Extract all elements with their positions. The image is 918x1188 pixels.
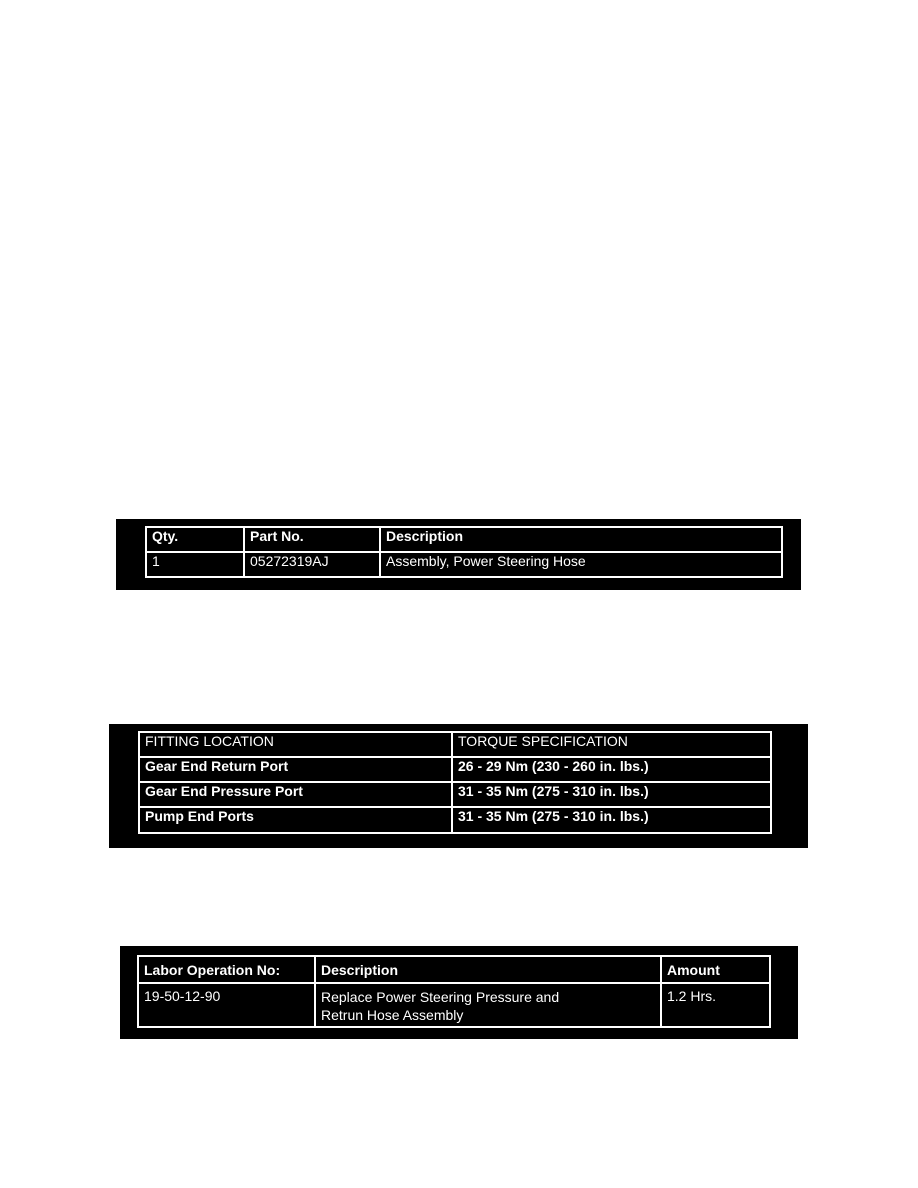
cell-torque: 31 - 35 Nm (275 - 310 in. lbs.) <box>452 807 771 833</box>
description-line-2: Retrun Hose Assembly <box>321 1007 464 1023</box>
cell-torque: 26 - 29 Nm (230 - 260 in. lbs.) <box>452 757 771 782</box>
cell-location: Pump End Ports <box>139 807 452 833</box>
table-header-row <box>146 527 782 552</box>
cell-amount: 1.2 Hrs. <box>661 983 770 1027</box>
header-description: Description <box>315 956 661 983</box>
cell-location: Gear End Return Port <box>139 757 452 782</box>
table-header-row <box>139 732 771 757</box>
cell-description: Assembly, Power Steering Hose <box>380 552 782 577</box>
header-part-no: Part No. <box>244 527 380 552</box>
table-header-row <box>138 956 770 983</box>
cell-part-no: 05272319AJ <box>244 552 380 577</box>
header-qty: Qty. <box>146 527 244 552</box>
header-description: Description <box>380 527 782 552</box>
parts-table <box>145 526 783 578</box>
cell-location: Gear End Pressure Port <box>139 782 452 807</box>
header-labor-op: Labor Operation No: <box>138 956 315 983</box>
cell-description <box>315 983 661 1027</box>
labor-table <box>137 955 771 1028</box>
torque-table <box>138 731 772 834</box>
table-row <box>139 782 771 807</box>
header-fitting-location: FITTING LOCATION <box>139 732 452 757</box>
cell-labor-op: 19-50-12-90 <box>138 983 315 1027</box>
header-amount: Amount <box>661 956 770 983</box>
table-row <box>138 983 770 1027</box>
cell-torque: 31 - 35 Nm (275 - 310 in. lbs.) <box>452 782 771 807</box>
table-row <box>139 807 771 833</box>
header-torque-spec: TORQUE SPECIFICATION <box>452 732 771 757</box>
cell-qty: 1 <box>146 552 244 577</box>
description-line-1: Replace Power Steering Pressure and <box>321 989 560 1005</box>
table-row <box>139 757 771 782</box>
table-row <box>146 552 782 577</box>
